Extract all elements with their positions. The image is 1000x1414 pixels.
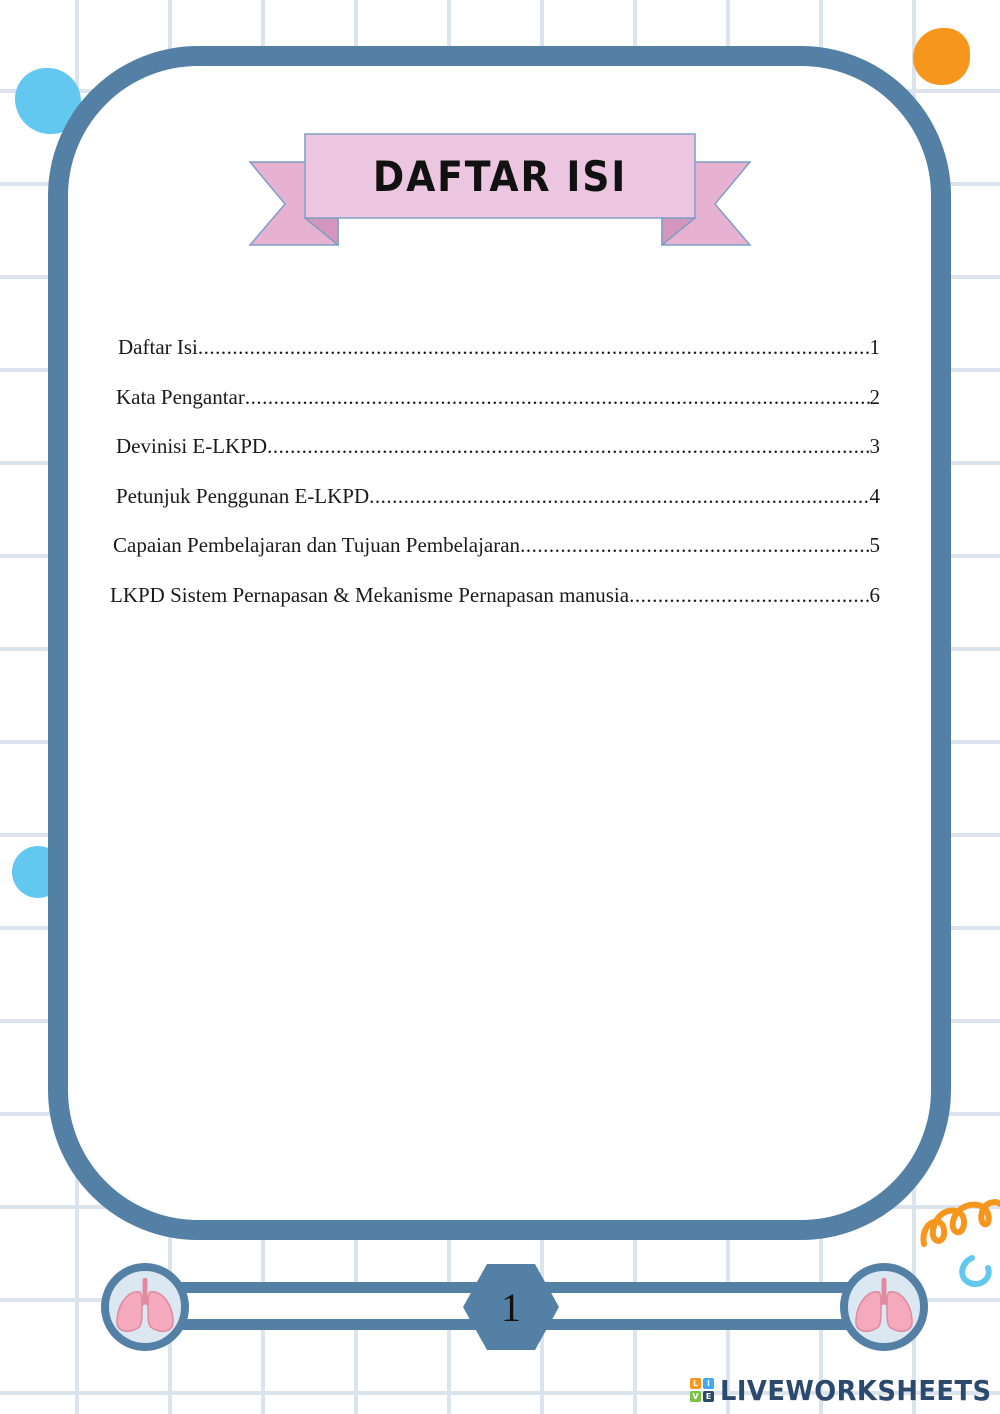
toc-entry[interactable] [108,583,880,633]
toc-entry-page: 3 [869,434,880,459]
toc-entry-label: LKPD Sistem Pernapasan & Mekanisme Pernapasan manusia [110,582,630,607]
lungs-icon [853,1278,915,1336]
toc-entry-page: 2 [869,384,880,409]
lungs-badge-left [101,1263,189,1351]
lungs-icon [114,1278,176,1336]
page-number: 1 [501,1284,521,1330]
toc-leader-dots [245,385,870,410]
liveworksheets-logo-icon: L I V E [690,1378,714,1402]
toc-entry[interactable] [108,434,880,484]
toc-entry[interactable] [108,385,880,435]
toc-entry-label: Petunjuk Penggunan E-LKPD [116,483,370,508]
orange-blob-top-right [913,28,970,85]
toc-leader-dots [369,484,869,509]
liveworksheets-watermark[interactable] [690,1372,1000,1408]
toc-entry-page: 5 [869,533,880,558]
toc-entry-label: Capaian Pembelajaran dan Tujuan Pembelajaran [113,533,521,558]
toc-entry[interactable] [108,533,880,583]
squiggle-icon [918,1192,1000,1312]
toc-entry[interactable] [108,484,880,534]
toc-entry-page: 4 [869,483,880,508]
toc-entry-label: Daftar Isi [118,335,198,359]
toc-leader-dots [629,583,869,608]
table-of-contents [108,335,880,633]
page-title: DAFTAR ISI [372,151,628,201]
toc-leader-dots [520,533,869,558]
toc-leader-dots [267,434,869,459]
toc-entry[interactable] [108,335,880,385]
toc-entry-page: 6 [869,582,880,607]
toc-entry-label: Devinisi E-LKPD [116,434,268,459]
lungs-badge-right [840,1263,928,1351]
toc-entry-label: Kata Pengantar [116,384,245,409]
toc-entry-page: 1 [869,335,880,359]
toc-leader-dots [198,335,870,360]
brand-name: LIVEWORKSHEETS [720,1373,992,1407]
